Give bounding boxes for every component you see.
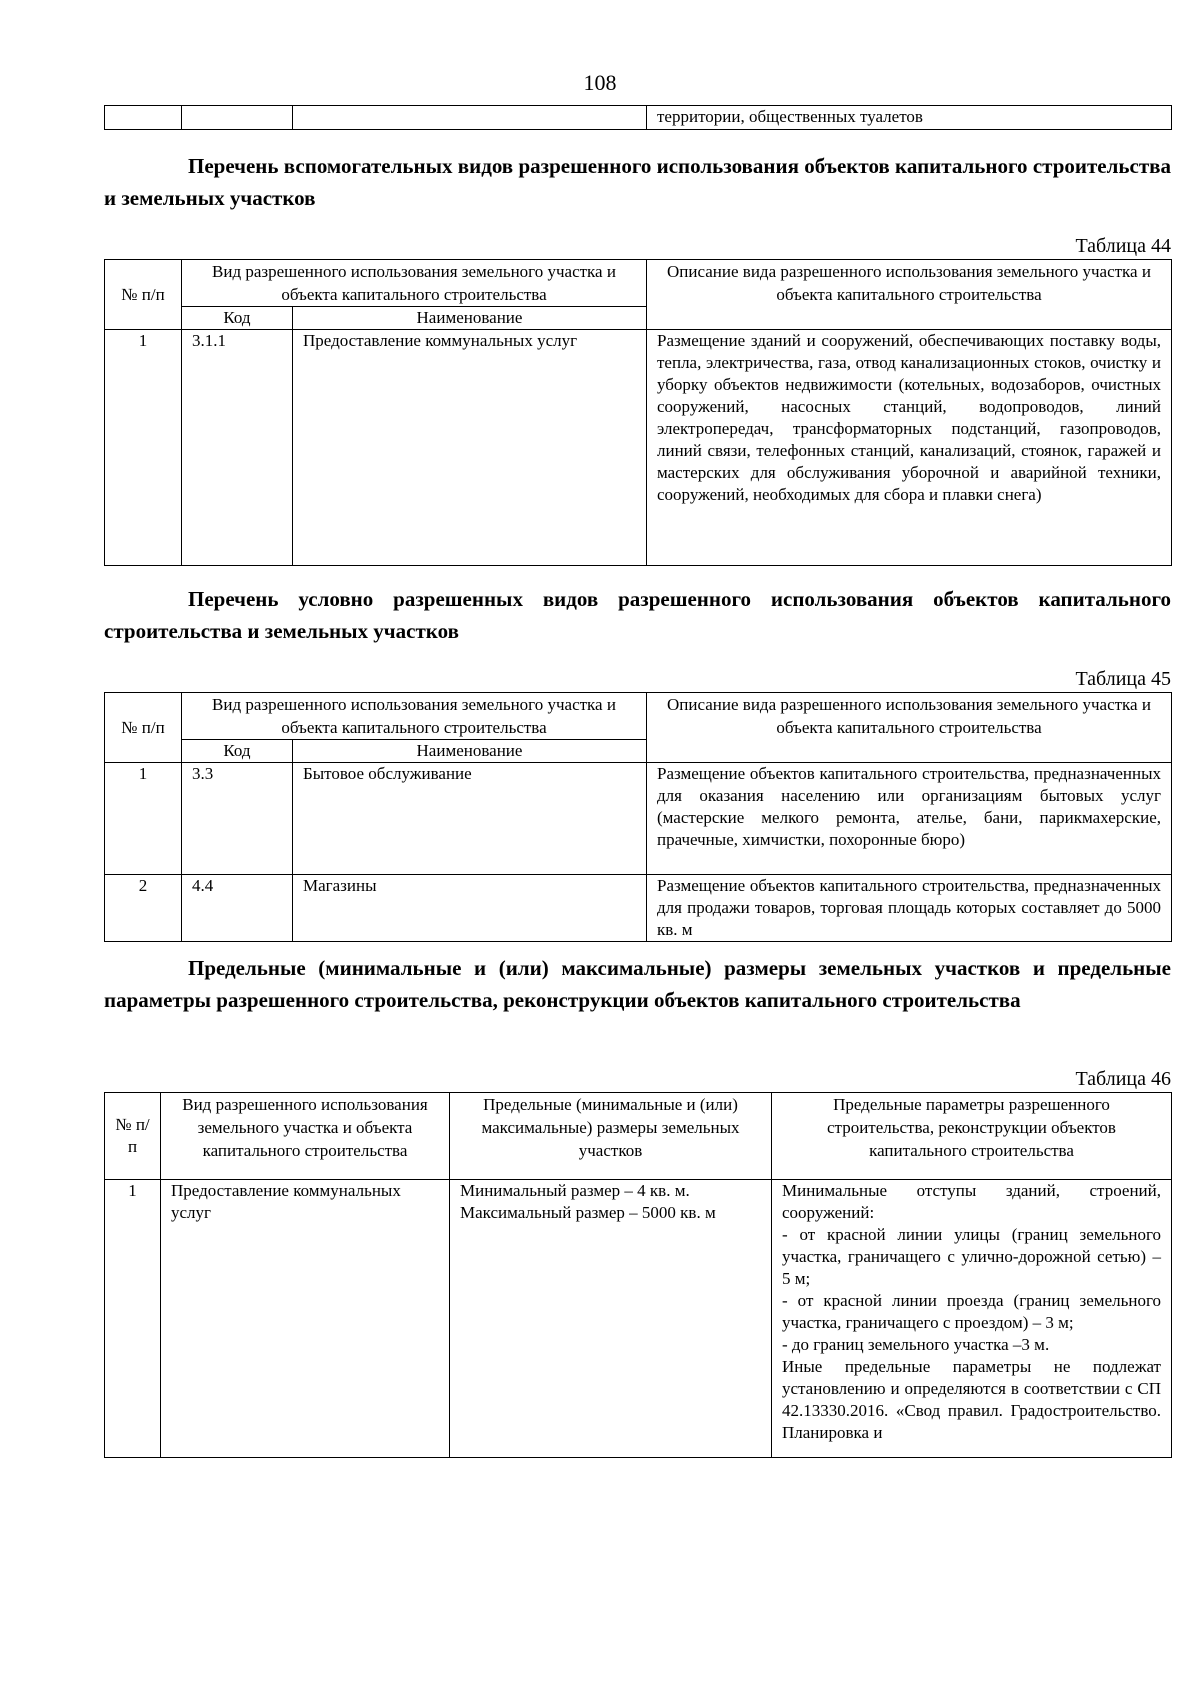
header-construction-params: Предельные параметры разрешенного строительства, реконструкции объектов капитального строительства [772, 1093, 1172, 1180]
table-row [105, 763, 1172, 875]
header-description: Описание вида разрешенного использования земельного участка и объекта капитального строительства [647, 260, 1172, 330]
fragment-cell-code [182, 106, 293, 130]
table-45 [104, 692, 1171, 942]
fragment-cell-num [105, 106, 182, 130]
table-caption-46: Таблица 46 [1075, 1068, 1171, 1090]
row-code: 3.3 [182, 763, 293, 875]
previous-table-fragment [104, 105, 1171, 130]
param-line: - от красной линии проезда (границ земельного участка, граничащего с проездом) – 3 м; [782, 1291, 1161, 1332]
param-line: Минимальные отступы зданий, строений, сооружений: [782, 1181, 1161, 1222]
header-num: № п/п [105, 693, 182, 763]
row-name: Предоставление коммунальных услуг [293, 330, 647, 566]
table-row [105, 1180, 1172, 1458]
row-name: Бытовое обслуживание [293, 763, 647, 875]
section-heading-auxiliary-uses: Перечень вспомогательных видов разрешенного использования объектов капитального строительства и земельных участков [104, 154, 1171, 210]
row-description: Размещение объектов капитального строительства, предназначенных для оказания населению или организациям бытовых услуг (мастерские мелкого ремонта, ателье, бани, парикмахерские, прачечные, химчистки, похоронные бюро) [647, 763, 1172, 875]
header-name: Наименование [293, 307, 647, 330]
row-code: 4.4 [182, 875, 293, 942]
param-line: - до границ земельного участка –3 м. [782, 1335, 1050, 1354]
plot-size-max: Максимальный размер – 5000 кв. м [460, 1203, 716, 1222]
header-name: Наименование [293, 740, 647, 763]
table-caption-44: Таблица 44 [1075, 235, 1171, 257]
row-code: 3.1.1 [182, 330, 293, 566]
row-num: 1 [105, 1180, 161, 1458]
row-description: Размещение зданий и сооружений, обеспечивающих поставку воды, тепла, электричества, газа, отвод канализационных стоков, очистку и уборку объектов недвижимости (котельных, водозаборов, очистных сооружений, насосных станций, водопроводов, линий электропередач, трансформаторных подстанций, газопроводов, линий связи, телефонных станций, канализаций, стоянок, гаражей и мастерских для обслуживания уборочной и аварийной техники, сооружений, необходимых для сбора и плавки снега) [647, 330, 1172, 566]
row-num: 1 [105, 763, 182, 875]
row-construction-params [772, 1180, 1172, 1458]
table-row [105, 330, 1172, 566]
header-code: Код [182, 307, 293, 330]
header-code: Код [182, 740, 293, 763]
header-num: № п/п [105, 1093, 161, 1180]
section-heading-conditional-uses: Перечень условно разрешенных видов разрешенного использования объектов капитального строительства и земельных участков [104, 587, 1171, 643]
plot-size-min: Минимальный размер – 4 кв. м. [460, 1181, 690, 1200]
param-line: - от красной линии улицы (границ земельного участка, граничащего с улично-дорожной сетью) – 5 м; [782, 1225, 1161, 1288]
row-num: 1 [105, 330, 182, 566]
header-use-kind: Вид разрешенного использования земельного участка и объекта капитального строительства [182, 260, 647, 307]
header-use-kind: Вид разрешенного использования земельного участка и объекта капитального строительства [161, 1093, 450, 1180]
header-use-kind: Вид разрешенного использования земельного участка и объекта капитального строительства [182, 693, 647, 740]
param-line: Иные предельные параметры не подлежат установлению и определяются в соответствии с СП 42.13330.2016. «Свод правил. Градостроительство. Планировка и [782, 1357, 1161, 1442]
row-description: Размещение объектов капитального строительства, предназначенных для продажи товаров, торговая площадь которых составляет до 5000 кв. м [647, 875, 1172, 942]
header-description: Описание вида разрешенного использования земельного участка и объекта капитального строительства [647, 693, 1172, 763]
header-plot-sizes: Предельные (минимальные и (или) максимальные) размеры земельных участков [450, 1093, 772, 1180]
table-row [105, 875, 1172, 942]
table-caption-45: Таблица 45 [1075, 668, 1171, 690]
section-heading-limit-parameters: Предельные (минимальные и (или) максимальные) размеры земельных участков и предельные параметры разрешенного строительства, реконструкции объектов капитального строительства [104, 956, 1171, 1012]
page-number: 108 [583, 70, 617, 95]
fragment-cell-name [293, 106, 647, 130]
row-name: Магазины [293, 875, 647, 942]
table-44 [104, 259, 1171, 566]
row-plot-sizes [450, 1180, 772, 1458]
row-num: 2 [105, 875, 182, 942]
header-num: № п/п [105, 260, 182, 330]
fragment-cell-desc: территории, общественных туалетов [647, 106, 1172, 130]
table-46 [104, 1092, 1171, 1458]
row-use-kind: Предоставление коммунальных услуг [161, 1180, 450, 1458]
